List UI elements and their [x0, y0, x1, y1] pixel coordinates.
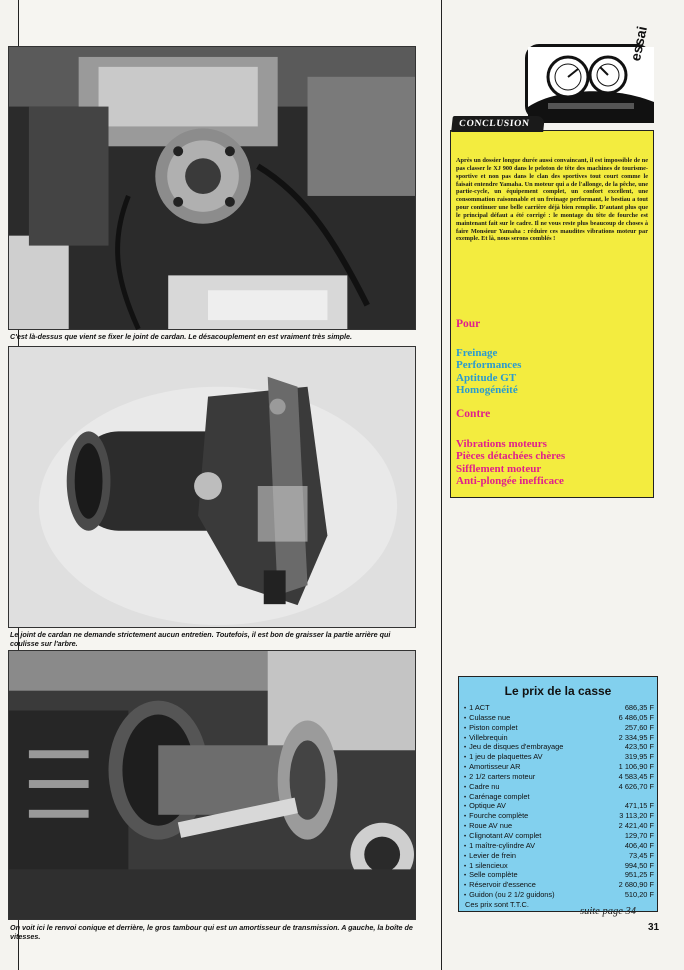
page-number: 31: [648, 922, 660, 933]
price-row: • Jeu de disques d'embrayage 423,50 F: [464, 743, 654, 753]
contre-item: Sifflement moteur: [456, 462, 542, 475]
price-row: • 1 maître-cylindre AV 406,40 F: [464, 842, 654, 852]
pour-list: [456, 347, 521, 397]
contre-item: Vibrations moteurs: [456, 438, 547, 450]
price-row: • Villebrequin 2 334,95 F: [464, 734, 654, 744]
continued-link[interactable]: suite page 34: [580, 906, 636, 917]
price-row: • Cadre nu 4 626,70 F: [464, 783, 654, 793]
price-row: • Piston complet 257,60 F: [464, 724, 654, 734]
price-row: • Amortisseur AR 1 106,90 F: [464, 763, 654, 773]
price-row: • 1 ACT 686,35 F: [464, 704, 654, 714]
essai-logo-text: essai: [627, 24, 650, 63]
cardan-joint-photo: [8, 346, 416, 628]
price-list: [464, 704, 654, 901]
price-row: • 2 1/2 carters moteur 4 583,45 F: [464, 773, 654, 783]
price-row: • Optique AV 471,15 F: [464, 802, 654, 812]
price-row: • Carénage complet: [464, 793, 654, 803]
price-row: • Levier de frein 73,45 F: [464, 852, 654, 862]
pour-heading: Pour: [456, 318, 481, 330]
price-row: • Roue AV nue 2 421,40 F: [464, 822, 654, 832]
price-row: • Selle complète 951,25 F: [464, 871, 654, 881]
conclusion-text: Après un dossier longue durée aussi convaincant, il est impossible de ne pas classer le XJ 900 dans le peloton de tête des machines de tourisme-sportive et non pas dans le clan des sportives tout court comme le faisait entendre Yamaha. Un moteur qui a de l'allonge, de la pêche, une partie-cycle, un équipement complet, un confort excellent, une consommation raisonnable et un freinage performant, le bestiau a tout pour continuer une belle carrière déjà bien remplie. D'autant plus que le principal défaut a été corrigé : le montage du tête de fourche est maintenant fait sur le cadre. Il ne vous reste plus beaucoup de choses à faire Monsieur Yamaha : réduire ces maudites vibrations moteur par exemple. Et là, nous serons comblés !: [456, 157, 648, 243]
conclusion-title: CONCLUSION: [451, 116, 545, 132]
contre-item: Pièces détachées chères: [456, 450, 566, 463]
pour-item: Performances: [456, 359, 522, 372]
price-row: • 1 jeu de plaquettes AV 319,95 F: [464, 753, 654, 763]
price-row: • Clignotant AV complet 129,70 F: [464, 832, 654, 842]
contre-heading: Contre: [456, 408, 491, 420]
price-row: • Guidon (ou 2 1/2 guidons) 510,20 F: [464, 891, 654, 901]
price-row: • Fourche complète 3 113,20 F: [464, 812, 654, 822]
photo2-caption: Le joint de cardan ne demande strictement aucun entretien. Toutefois, il est bon de graisser la partie arrière qui coulisse sur l'arbre.: [10, 630, 391, 648]
pour-item: Aptitude GT: [456, 371, 517, 384]
price-footer: Ces prix sont T.T.C.: [465, 900, 529, 909]
price-row: • Culasse nue 6 486,05 F: [464, 714, 654, 724]
contre-list: [456, 438, 565, 488]
pour-item: Freinage: [456, 347, 498, 359]
photo1-caption: C'est là-dessus que vient se fixer le joint de cardan. Le désacouplement en est vraiment très simple.: [10, 332, 353, 341]
essai-logo: [525, 24, 651, 120]
pour-item: Homogénéité: [456, 384, 518, 397]
engine-flange-photo: [8, 46, 416, 330]
photo3-caption: On voit ici le renvoi conique et derrière, le gros tambour qui est un amortisseur de transmission. A gauche, la boîte de vitesses.: [10, 923, 413, 941]
price-title: Le prix de la casse: [504, 684, 612, 698]
price-row: • Réservoir d'essence 2 680,90 F: [464, 881, 654, 891]
bevel-gear-photo: [8, 650, 416, 920]
contre-item: Anti-plongée inefficace: [456, 475, 564, 488]
price-row: • 1 silencieux 994,50 F: [464, 862, 654, 872]
